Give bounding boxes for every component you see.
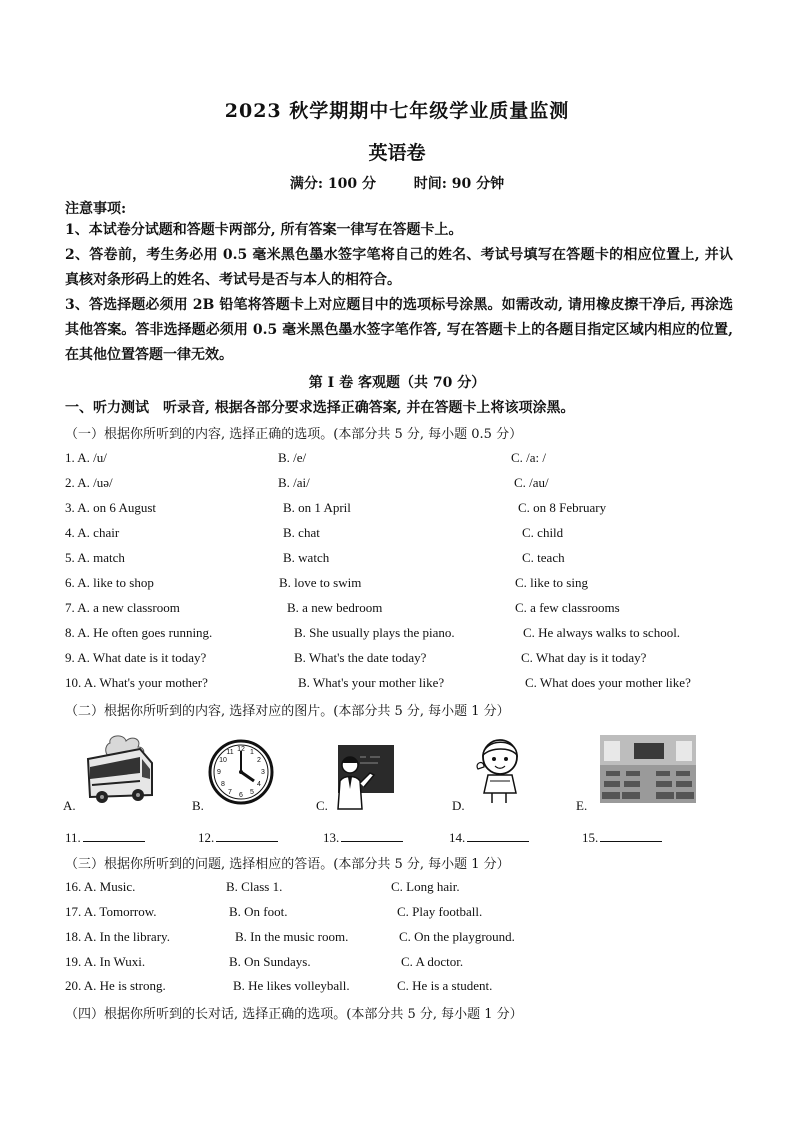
picture-label-d: D.: [452, 798, 465, 813]
q19-option-c: C. A doctor.: [401, 954, 464, 969]
svg-text:9: 9: [217, 769, 221, 776]
blank-12: [198, 829, 278, 846]
note-item-3: 3、答选择题必须用 2B 铅笔将答题卡上对应题目中的选项标号涂黑。如需改动, 请用橡皮擦干净后, 再涂选其他答案。答非选择题必须用 0.5 毫米黑色墨水签字笔作答, 写在答题卡上的各题目指定区域内相应的位置, 在其他位置答题一律无效。: [65, 297, 733, 363]
exam-subtitle: 英语卷: [368, 142, 426, 164]
q6-option-c: C. like to sing: [515, 575, 588, 590]
picture-label-c: C.: [316, 798, 328, 813]
q16-option-a: 16. A. Music.: [65, 879, 136, 894]
q17-option-a: 17. A. Tomorrow.: [65, 904, 157, 919]
blank-13: [323, 829, 403, 846]
q7-option-c: C. a few classrooms: [515, 600, 620, 615]
q3-option-c: C. on 8 February: [518, 500, 607, 515]
svg-text:2: 2: [257, 757, 261, 764]
q1-option-c: C. /a: /: [511, 450, 547, 465]
exam-title: 2023 秋学期期中七年级学业质量监测: [224, 100, 570, 122]
sub3-title: （三）根据你所听到的问题, 选择相应的答语。(本部分共 5 分, 每小题 1 分）: [65, 857, 510, 872]
q6-option-a: 6. A. like to shop: [65, 575, 154, 590]
sub1-title: （一）根据你所听到的内容, 选择正确的选项。(本部分共 5 分, 每小题 0.5 分）: [65, 427, 523, 442]
sub4-title: （四）根据你所听到的长对话, 选择正确的选项。(本部分共 5 分, 每小题 1 分）: [65, 1007, 523, 1022]
svg-text:4: 4: [257, 781, 261, 788]
q18-option-a: 18. A. In the library.: [65, 929, 170, 944]
blank-11: [65, 829, 145, 846]
q5-option-b: B. watch: [283, 550, 330, 565]
q20-option-c: C. He is a student.: [397, 978, 493, 993]
bus-icon: [80, 733, 160, 809]
clock-icon: [208, 739, 274, 809]
blank-13-number: 13.: [323, 830, 340, 845]
picture-row: [0, 725, 794, 815]
q20-option-b: B. He likes volleyball.: [233, 978, 350, 993]
q3-option-a: 3. A. on 6 August: [65, 500, 157, 515]
q16-option-b: B. Class 1.: [226, 879, 283, 894]
notes-heading: 注意事项:: [65, 201, 127, 217]
svg-text:3: 3: [261, 769, 265, 776]
blank-14-number: 14.: [449, 830, 466, 845]
q8-option-a: 8. A. He often goes running.: [65, 625, 213, 640]
q17-option-b: B. On foot.: [229, 904, 288, 919]
q4-option-c: C. child: [522, 525, 564, 540]
time-text: 时间: 90 分钟: [413, 176, 505, 192]
q7-option-a: 7. A. a new classroom: [65, 600, 180, 615]
blank-15-number: 15.: [582, 830, 599, 845]
picture-label-e: E.: [576, 798, 588, 813]
svg-text:8: 8: [221, 781, 225, 788]
blank-11-number: 11.: [65, 830, 81, 845]
q9-option-a: 9. A. What date is it today?: [65, 650, 207, 665]
q17-option-c: C. Play football.: [397, 904, 483, 919]
picture-label-a: A.: [63, 798, 76, 813]
q2-option-b: B. /ai/: [278, 475, 310, 490]
q3-option-b: B. on 1 April: [283, 500, 351, 515]
classroom-icon: [600, 735, 696, 807]
svg-text:6: 6: [239, 792, 243, 799]
q4-option-a: 4. A. chair: [65, 525, 120, 540]
q10-option-c: C. What does your mother like?: [525, 675, 691, 690]
svg-text:1: 1: [250, 749, 254, 756]
teacher-icon: [330, 743, 396, 815]
exam-meta: [0, 173, 794, 193]
q6-option-b: B. love to swim: [279, 575, 362, 590]
q5-option-c: C. teach: [522, 550, 565, 565]
q10-option-b: B. What's your mother like?: [298, 675, 445, 690]
q20-option-a: 20. A. He is strong.: [65, 978, 166, 993]
note-item-2: 2、答卷前，考生务必用 0.5 毫米黑色墨水签字笔将自己的姓名、考试号填写在答题卡的相应位置上, 并认真核对条形码上的姓名、考试号是否与本人的相符合。: [65, 247, 733, 288]
sub2-title: （二）根据你所听到的内容, 选择对应的图片。(本部分共 5 分, 每小题 1 分）: [65, 704, 510, 719]
q1-option-b: B. /e/: [278, 450, 307, 465]
q18-option-b: B. In the music room.: [235, 929, 349, 944]
girl-icon: [470, 735, 534, 809]
q9-option-c: C. What day is it today?: [521, 650, 647, 665]
q10-option-a: 10. A. What's your mother?: [65, 675, 208, 690]
q2-option-a: 2. A. /uə/: [65, 475, 113, 490]
svg-text:7: 7: [228, 789, 232, 796]
svg-text:11: 11: [226, 749, 234, 756]
q18-option-c: C. On the playground.: [399, 929, 515, 944]
q7-option-b: B. a new bedroom: [287, 600, 383, 615]
q2-option-c: C. /au/: [514, 475, 549, 490]
q5-option-a: 5. A. match: [65, 550, 125, 565]
q19-option-a: 19. A. In Wuxi.: [65, 954, 146, 969]
svg-text:10: 10: [219, 757, 227, 764]
note-item-1: 1、本试卷分试题和答题卡两部分, 所有答案一律写在答题卡上。: [65, 222, 463, 238]
q1-option-a: 1. A. /u/: [65, 450, 107, 465]
q16-option-c: C. Long hair.: [391, 879, 460, 894]
blank-14: [449, 829, 529, 846]
q19-option-b: B. On Sundays.: [229, 954, 311, 969]
q4-option-b: B. chat: [283, 525, 320, 540]
q8-option-c: C. He always walks to school.: [523, 625, 681, 640]
blank-15: [582, 829, 662, 846]
part1-heading: 第 I 卷 客观题（共 70 分）: [308, 375, 486, 391]
svg-text:12: 12: [237, 746, 245, 753]
listening-section-title: 一、听力测试 听录音, 根据各部分要求选择正确答案, 并在答题卡上将该项涂黑。: [65, 400, 575, 416]
q9-option-b: B. What's the date today?: [294, 650, 427, 665]
q8-option-b: B. She usually plays the piano.: [294, 625, 455, 640]
score-text: 满分: 100 分: [289, 176, 376, 192]
picture-label-b: B.: [192, 798, 204, 813]
svg-text:5: 5: [250, 789, 254, 796]
blank-12-number: 12.: [198, 830, 215, 845]
